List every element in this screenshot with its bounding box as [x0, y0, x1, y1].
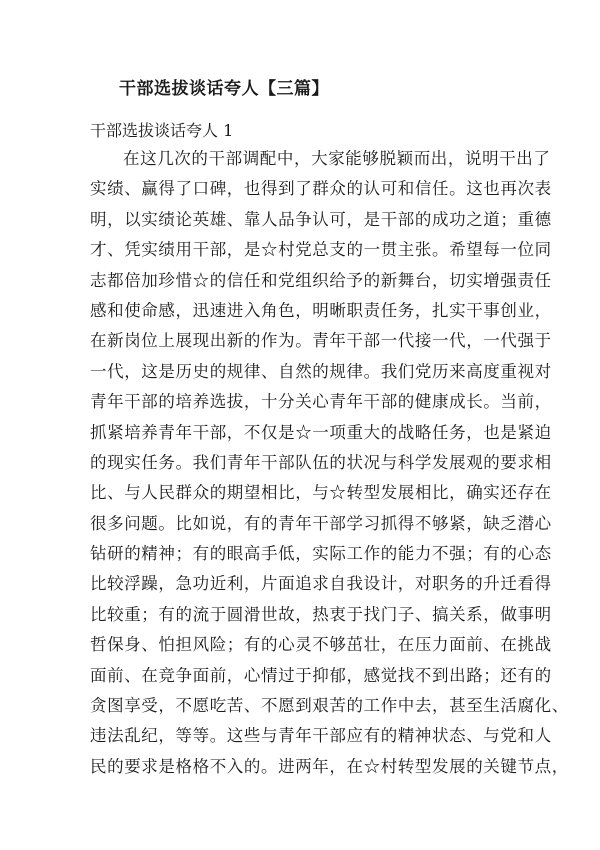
paragraph-line: 在新岗位上展现出新的作为。青年干部一代接一代，一代强于 [90, 331, 552, 351]
paragraph-line: 钻研的精神；有的眼高手低，实际工作的能力不强；有的心态 [90, 544, 552, 564]
paragraph-line: 志都倍加珍惜☆的信任和党组织给予的新舞台，切实增强责任 [90, 270, 552, 290]
paragraph-line: 贪图享受，不愿吃苦、不愿到艰苦的工作中去，甚至生活腐化、 [90, 696, 569, 716]
body-paragraph [90, 144, 569, 782]
document-title: 干部选拔谈话夸人【三篇】 [119, 79, 329, 99]
paragraph-line: 一代，这是历史的规律、自然的规律。我们党历来高度重视对 [90, 361, 552, 381]
paragraph-line: 面前、在竞争面前，心情过于抑郁，感觉找不到出路；还有的 [90, 665, 552, 685]
paragraph-line: 很多问题。比如说，有的青年干部学习抓得不够紧，缺乏潜心 [90, 513, 552, 533]
paragraph-line: 哲保身、怕担风险；有的心灵不够茁壮，在压力面前、在挑战 [90, 635, 552, 655]
paragraph-line: 在这几次的干部调配中，大家能够脱颖而出，说明干出了 [123, 149, 551, 168]
paragraph-line: 的现实任务。我们青年干部队伍的状况与科学发展观的要求相 [90, 452, 552, 472]
paragraph-line: 比较浮躁，急功近利，片面追求自我设计，对职务的升迁看得 [90, 574, 552, 594]
paragraph-line: 抓紧培养青年干部，不仅是☆一项重大的战略任务，也是紧迫 [90, 422, 552, 442]
paragraph-line: 感和使命感，迅速进入角色，明晰职责任务，扎实干事创业， [90, 300, 552, 320]
paragraph-line: 比、与人民群众的期望相比，与☆转型发展相比，确实还存在 [90, 483, 552, 503]
paragraph-line: 比较重；有的流于圆滑世故，热衷于找门子、搞关系，做事明 [90, 604, 552, 624]
paragraph-line: 民的要求是格格不入的。进两年，在☆村转型发展的关键节点， [90, 756, 569, 776]
paragraph-line: 实绩、赢得了口碑，也得到了群众的认可和信任。这也再次表 [90, 179, 552, 199]
section-heading: 干部选拔谈话夸人 1 [90, 121, 234, 140]
paragraph-line: 才、凭实绩用干部，是☆村党总支的一贯主张。希望每一位同 [90, 240, 552, 260]
paragraph-line: 明，以实绩论英雄、靠人品争认可，是干部的成功之道；重德 [90, 209, 552, 229]
paragraph-line: 青年干部的培养选拔，十分关心青年干部的健康成长。当前， [90, 392, 552, 412]
paragraph-line: 违法乱纪，等等。这些与青年干部应有的精神状态、与党和人 [90, 726, 552, 746]
